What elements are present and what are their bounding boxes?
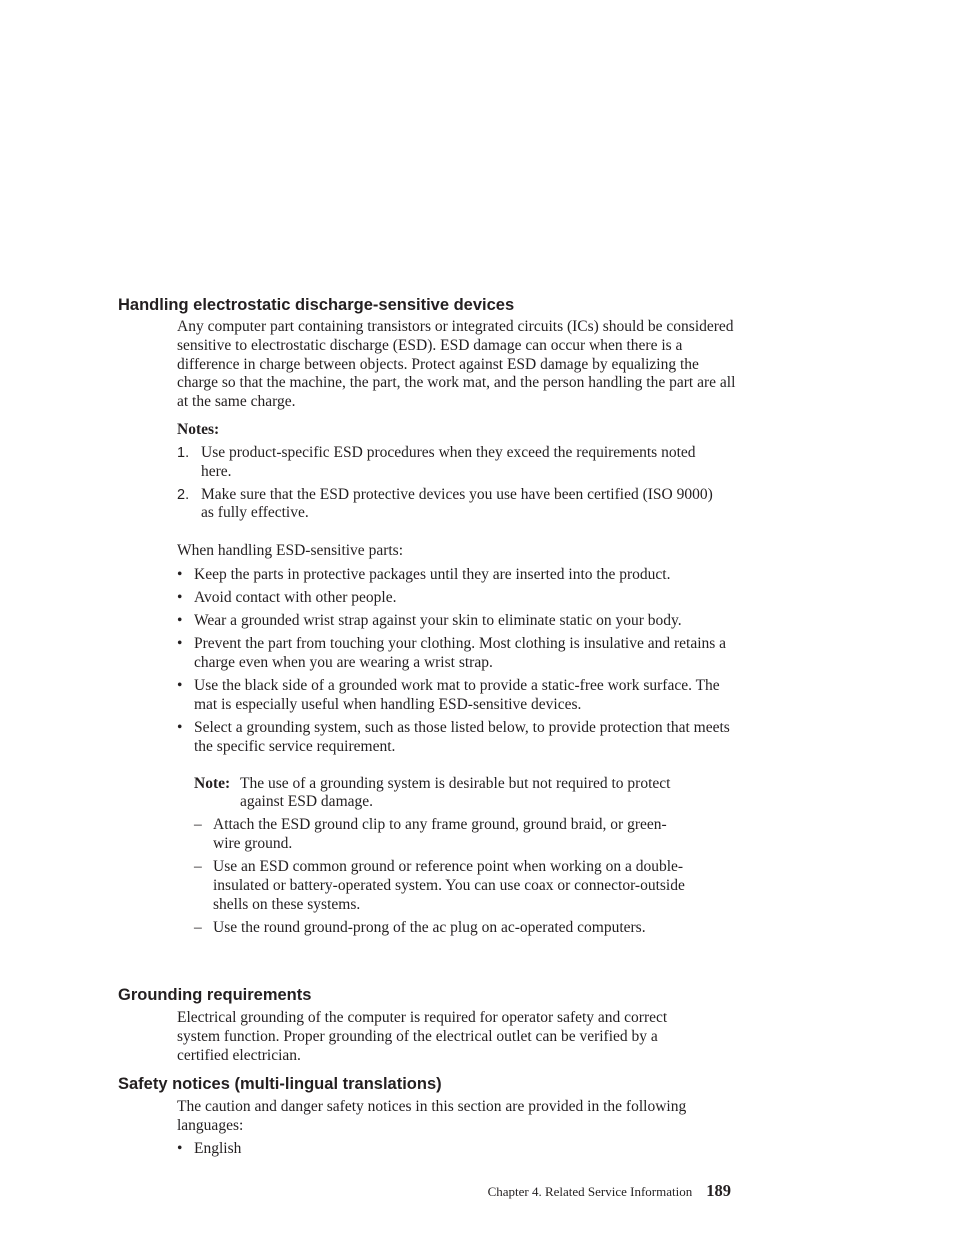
note-item — [177, 444, 722, 482]
notes-list — [177, 444, 722, 527]
sub-list-item-text: Attach the ESD ground clip to any frame ground, ground braid, or green-wire ground. — [213, 816, 667, 853]
bullet-glyph: • — [177, 612, 183, 630]
languages-list — [177, 1140, 737, 1163]
safety-notices-paragraph: The caution and danger safety notices in this section are provided in the following languages: — [177, 1098, 687, 1134]
note-text: Make sure that the ESD protective devices you use have been certified (ISO 9000) as fully effective. — [201, 485, 713, 522]
notes-label: Notes: — [177, 421, 220, 438]
page-footer — [488, 1181, 731, 1201]
footer-chapter-title: Chapter 4. Related Service Information — [487, 1184, 693, 1199]
bullet-glyph: • — [177, 635, 183, 653]
list-item — [177, 635, 732, 673]
esd-intro-paragraph: Any computer part containing transistors or integrated circuits (ICs) should be considered sensitive to electrostatic discharge (ESD). ESD damage can occur when there is a difference in charge between objects. Protect against ESD damage by equalizing the charge so that the machine, the part, the work mat, and the person handling the part are all at the same charge. — [177, 318, 736, 411]
note-number: 1. — [177, 445, 190, 461]
sub-list-item — [194, 858, 693, 914]
list-item — [177, 589, 732, 608]
grounding-note — [194, 775, 690, 813]
page-number: 189 — [706, 1181, 731, 1200]
dash-glyph: – — [194, 858, 202, 876]
grounding-paragraph: Electrical grounding of the computer is required for operator safety and correct system function. Proper grounding of the electrical outlet can be verified by a certified electrician. — [177, 1009, 668, 1064]
list-item — [177, 719, 732, 938]
list-item-text: Prevent the part from touching your clothing. Most clothing is insulative and retains a charge even when you are wearing a wrist strap. — [194, 635, 727, 672]
sub-list-item — [194, 816, 693, 854]
list-item — [177, 612, 732, 631]
list-item-text: Keep the parts in protective packages until they are inserted into the product. — [194, 566, 671, 583]
sub-list-item-text: Use an ESD common ground or reference point when working on a double-insulated or battery-operated system. You can use coax or connector-outside shells on these systems. — [213, 858, 685, 913]
handling-bullet-list — [177, 566, 732, 942]
note-text: Use product-specific ESD procedures when they exceed the requirements noted here. — [201, 444, 696, 480]
dash-glyph: – — [194, 918, 202, 936]
note-number: 2. — [177, 486, 190, 503]
section-heading-esd: Handling electrostatic discharge-sensitive devices — [118, 296, 515, 314]
note-text: The use of a grounding system is desirable but not required to protect against ESD damage. — [240, 774, 671, 811]
list-item — [177, 566, 732, 585]
list-item-text: Avoid contact with other people. — [194, 589, 397, 607]
bullet-glyph: • — [177, 589, 183, 607]
bullet-glyph: • — [177, 1140, 183, 1157]
list-item — [177, 1140, 737, 1159]
note-item — [177, 486, 722, 524]
section-heading-grounding: Grounding requirements — [118, 986, 312, 1004]
sub-list-item-text: Use the round ground-prong of the ac plug on ac-operated computers. — [213, 918, 646, 936]
bullet-glyph: • — [177, 566, 183, 583]
bullet-glyph: • — [177, 677, 183, 695]
note-label: Note: — [194, 774, 231, 792]
list-item-text: Select a grounding system, such as those listed below, to provide protection that meets the specific service requirement. — [194, 719, 730, 755]
list-item — [177, 677, 732, 715]
dash-glyph: – — [194, 816, 202, 834]
list-item-text: Wear a grounded wrist strap against your skin to eliminate static on your body. — [194, 612, 682, 630]
handling-intro: When handling ESD-sensitive parts: — [177, 542, 403, 559]
language-name: English — [194, 1140, 242, 1157]
bullet-glyph: • — [177, 719, 183, 737]
section-heading-safety-notices: Safety notices (multi-lingual translations) — [118, 1075, 442, 1093]
grounding-options-list — [194, 816, 732, 937]
sub-list-item — [194, 919, 733, 938]
list-item-text: Use the black side of a grounded work mat to provide a static-free work surface. The mat is especially useful when handling ESD-sensitive devices. — [194, 677, 720, 713]
